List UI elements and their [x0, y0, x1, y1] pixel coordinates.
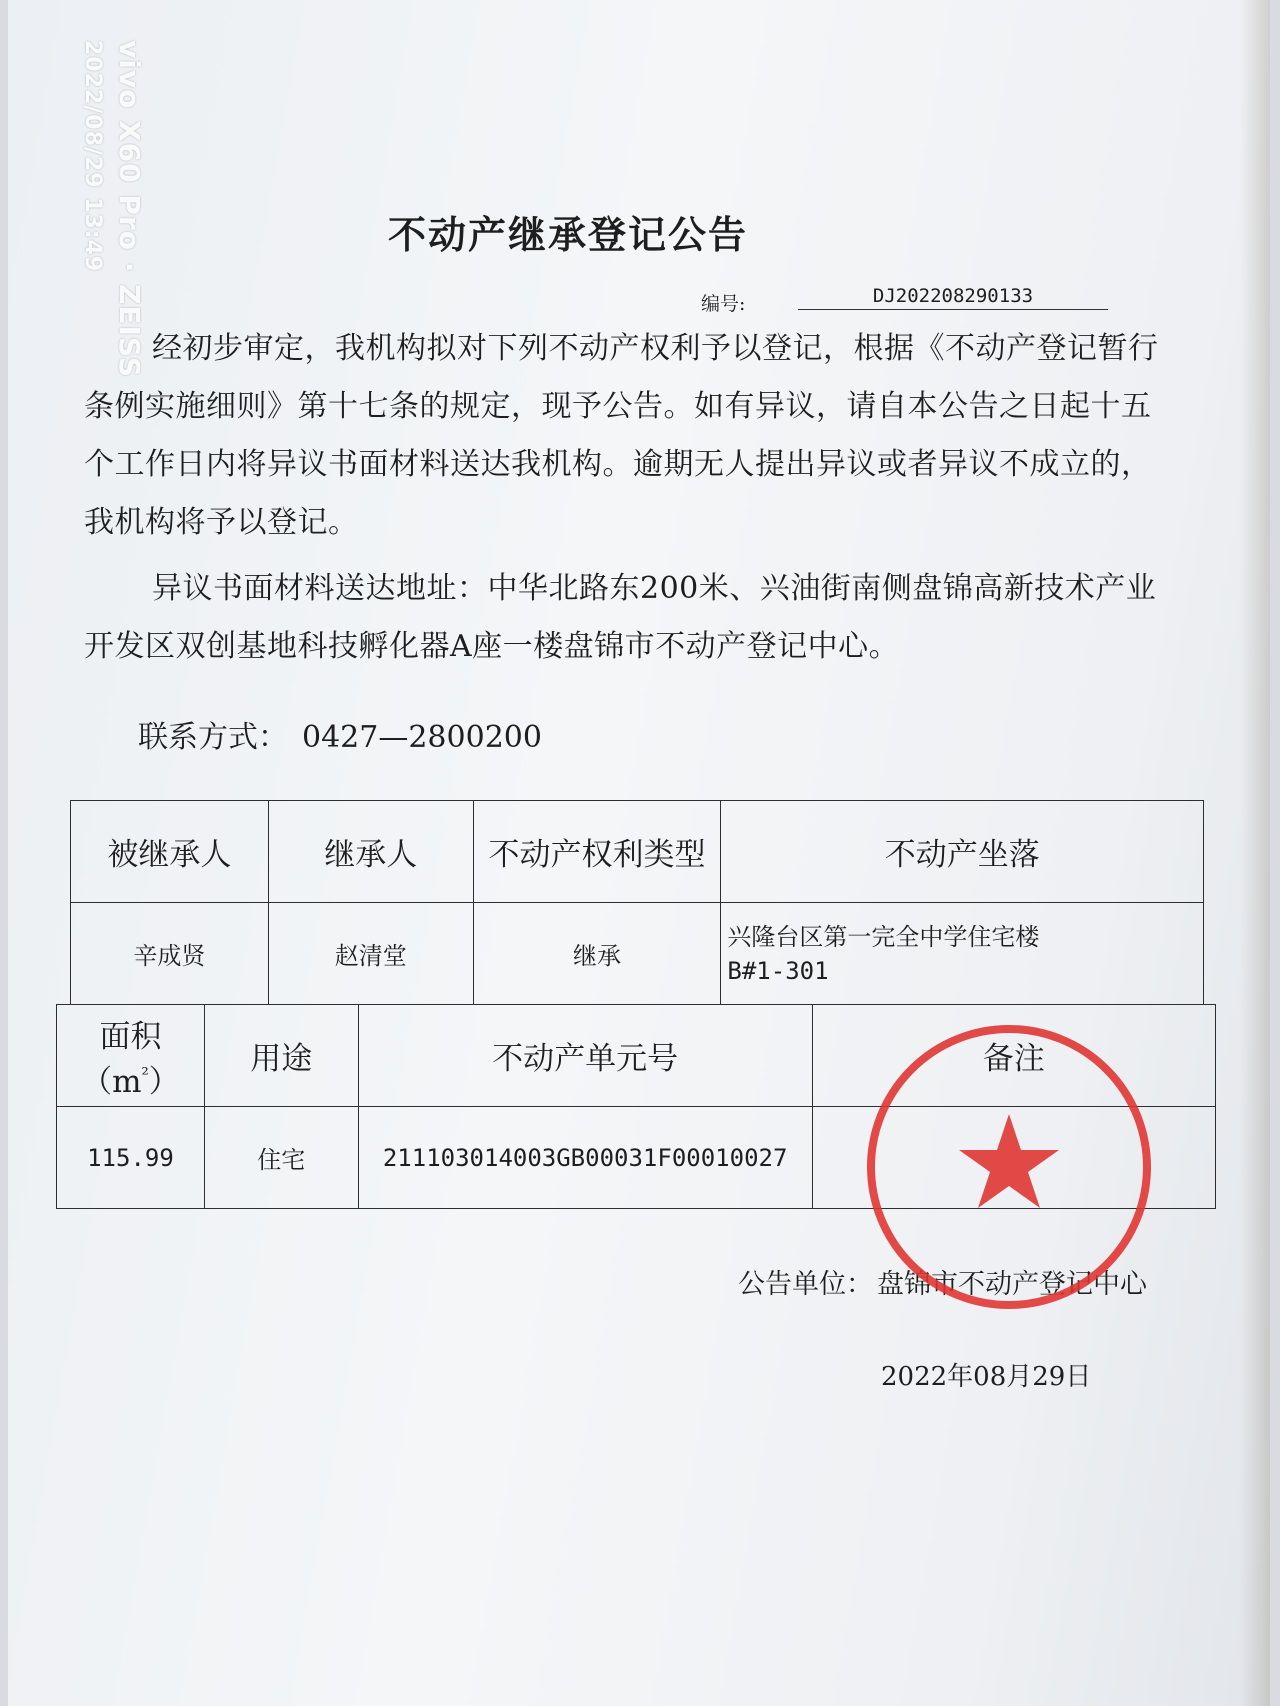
notice-text: 经初步审定，我机构拟对下列不动产权利予以登记，根据《不动产登记暂行条例实施细则》第十七条的规定，现予公告。如有异议，请自本公告之日起十五个工作日内将异议书面材料送达我机构。逾期无人提出异议或者异议不成立的，我机构将予以登记。	[84, 331, 1159, 540]
header-use: 用途	[204, 1005, 358, 1107]
cell-unit-number: 211103014003GB00031F00010027	[358, 1107, 812, 1209]
notice-date: 2022年08月29日	[881, 1362, 1092, 1392]
contact-line	[138, 712, 542, 756]
notice-paragraph	[84, 320, 1174, 552]
watermark-device: vivo X60 Pro · ZEISS	[113, 40, 146, 379]
camera-watermark	[46, 40, 146, 460]
table-row	[71, 903, 1204, 1005]
contact-label: 联系方式：	[138, 720, 288, 755]
publisher-label: 公告单位：	[738, 1269, 873, 1300]
cell-decedent: 辛成贤	[71, 903, 269, 1005]
location-line-1: 兴隆台区第一完全中学住宅楼	[727, 922, 1040, 951]
header-decedent: 被继承人	[71, 801, 269, 903]
address-paragraph	[84, 560, 1174, 676]
seal-star-icon	[959, 1114, 1059, 1208]
cell-area: 115.99	[57, 1107, 205, 1209]
cell-use: 住宅	[204, 1107, 358, 1209]
official-seal	[864, 1022, 1154, 1312]
cell-right-type: 继承	[473, 903, 721, 1005]
watermark-timestamp: 2022/08/29 13:49	[80, 40, 105, 273]
table-header-row	[71, 801, 1204, 903]
serial-number: DJ202208290133	[798, 285, 1108, 310]
header-remark: 备注	[812, 1005, 1215, 1107]
document-sheet	[8, 0, 1270, 1706]
inheritance-table	[70, 800, 1204, 1005]
header-location: 不动产坐落	[721, 801, 1204, 903]
header-heir: 继承人	[268, 801, 473, 903]
serial-label: 编号:	[701, 293, 746, 315]
header-right-type: 不动产权利类型	[473, 801, 721, 903]
page-title: 不动产继承登记公告	[388, 212, 749, 257]
cell-location	[721, 903, 1204, 1005]
paper-shadow	[1240, 0, 1270, 1706]
contact-phone: 0427—2800200	[302, 720, 542, 755]
cell-heir: 赵清堂	[268, 903, 473, 1005]
address-text: 异议书面材料送达地址：中华北路东200米、兴油街南侧盘锦高新技术产业开发区双创基地科技孵化器A座一楼盘锦市不动产登记中心。	[84, 571, 1157, 664]
header-area: 面积$(m^{^2})$	[57, 1005, 205, 1107]
header-unit-number: 不动产单元号	[358, 1005, 812, 1107]
publisher-name: 盘锦市不动产登记中心	[877, 1269, 1147, 1300]
location-line-2: B#1-301	[727, 956, 829, 985]
